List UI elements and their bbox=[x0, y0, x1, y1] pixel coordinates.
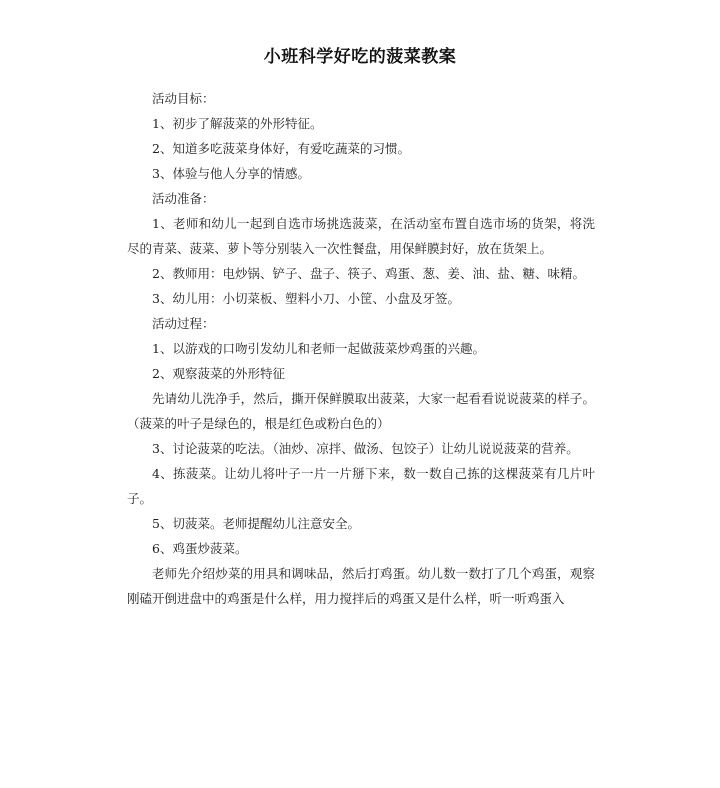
paragraph-process-1: 1、以游戏的口吻引发幼儿和老师一起做菠菜炒鸡蛋的兴趣。 bbox=[152, 341, 485, 356]
document-title: 小班科学好吃的菠菜教案 bbox=[263, 47, 457, 67]
paragraph-process-2: 2、观察菠菜的外形特征 bbox=[152, 366, 285, 381]
paragraph-prep-2: 2、教师用：电炒锅、铲子、盘子、筷子、鸡蛋、葱、姜、油、盐、糖、味精。 bbox=[152, 266, 585, 281]
paragraph-process-2-detail: 先请幼儿洗净手，然后，撕开保鲜膜取出菠菜，大家一起看看说说菠菜的样子。（菠菜的叶子是绿色的，根是红色或粉白色的） bbox=[127, 391, 595, 431]
paragraph-goal-3: 3、体验与他人分享的情感。 bbox=[152, 166, 310, 181]
paragraph-process-4: 4、拣菠菜。让幼儿将叶子一片一片掰下来，数一数自己拣的这棵菠菜有几片叶子。 bbox=[127, 466, 595, 506]
paragraph-goals-heading: 活动目标： bbox=[152, 91, 215, 106]
paragraph-prep-heading: 活动准备： bbox=[152, 191, 215, 206]
paragraph-process-3: 3、讨论菠菜的吃法。（油炒、凉拌、做汤、包饺子）让幼儿说说菠菜的营养。 bbox=[152, 441, 579, 456]
paragraph-prep-1: 1、老师和幼儿一起到自选市场挑选菠菜，在活动室布置自选市场的货架，将洗尽的青菜、菠菜、萝卜等分别装入一次性餐盘，用保鲜膜封好，放在货架上。 bbox=[127, 216, 595, 256]
document-body bbox=[127, 86, 595, 611]
paragraph-goal-1: 1、初步了解菠菜的外形特征。 bbox=[152, 116, 323, 131]
paragraph-process-6: 6、鸡蛋炒菠菜。 bbox=[152, 541, 248, 556]
paragraph-process-5: 5、切菠菜。老师提醒幼儿注意安全。 bbox=[152, 516, 360, 531]
paragraph-process-6-detail: 老师先介绍炒菜的用具和调味品，然后打鸡蛋。幼儿数一数打了几个鸡蛋，观察刚磕开倒进盘中的鸡蛋是什么样，用力搅拌后的鸡蛋又是什么样，听一听鸡蛋入 bbox=[127, 566, 595, 606]
paragraph-process-heading: 活动过程： bbox=[152, 316, 215, 331]
paragraph-goal-2: 2、知道多吃菠菜身体好，有爱吃蔬菜的习惯。 bbox=[152, 141, 410, 156]
paragraph-prep-3: 3、幼儿用：小切菜板、塑料小刀、小筐、小盘及牙签。 bbox=[152, 291, 460, 306]
